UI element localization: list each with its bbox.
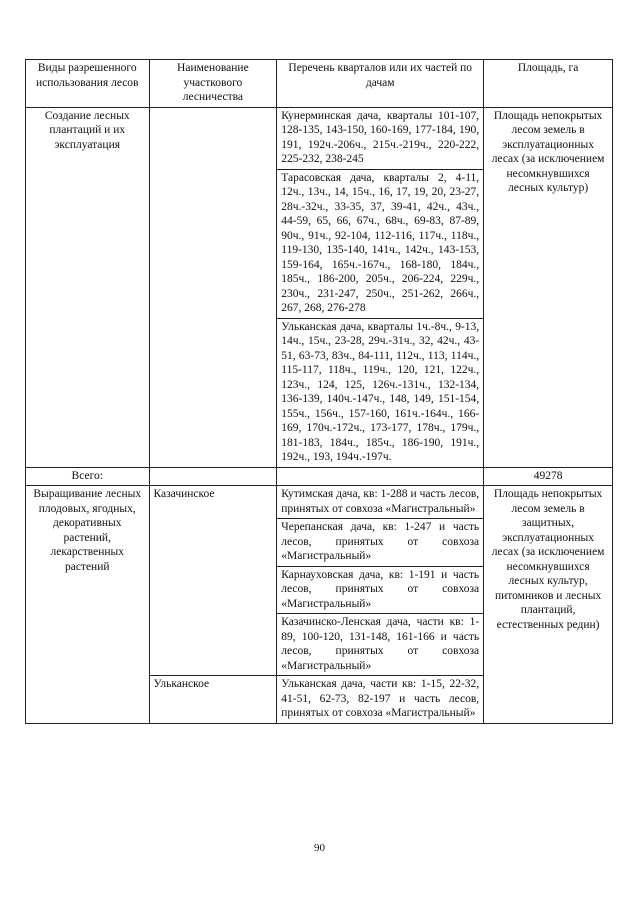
- header-forestry: Наименование участкового лесничества: [149, 60, 277, 108]
- total-empty-cell: [149, 467, 277, 486]
- forest-use-table: [25, 59, 613, 724]
- page-number: 90: [314, 842, 325, 854]
- quarters-cell: Казачинско-Ленская дача, части кв: 1-89, 100-120, 131-148, 161-166 и часть лесов, принятых от совхоза «Магистральный»: [277, 614, 484, 676]
- total-row: [26, 467, 613, 486]
- quarters-cell: Черепанская дача, кв: 1-247 и часть лесов, принятых от совхоза «Магистральный»: [277, 519, 484, 567]
- total-value: 49278: [484, 467, 613, 486]
- header-area: Площадь, га: [484, 60, 613, 108]
- header-quarters: Перечень кварталов или их частей по дачам: [277, 60, 484, 108]
- total-label: Всего:: [26, 467, 150, 486]
- quarters-cell: Кунерминская дача, кварталы 101-107, 128-135, 143-150, 160-169, 177-184, 190, 191, 192ч.-206ч., 215ч.-219ч., 220-222, 225-232, 238-245: [277, 107, 484, 169]
- use-type-growing: Выращивание лесных плодовых, ягодных, декоративных растений, лекарственных растений: [26, 486, 150, 724]
- table-row: [26, 107, 613, 169]
- table-row: [26, 486, 613, 519]
- quarters-cell: Карнауховская дача, кв: 1-191 и часть лесов, принятых от совхоза «Магистральный»: [277, 566, 484, 614]
- quarters-cell: Ульканская дача, кварталы 1ч.-8ч., 9-13, 14ч., 15ч., 23-28, 29ч.-31ч., 32, 42ч., 43-51, 63-73, 83ч., 84-111, 112ч., 113, 114ч., 115-117, 118ч., 119ч., 120, 121, 122ч., 123ч., 124, 125, 126ч.-131ч., 132-134, 136-139, 140ч.-147ч., 148, 149, 151-154, 155ч., 156ч., 157-160, 161ч.-164ч., 166-169, 170ч.-172ч., 173-177, 178ч., 179ч., 181-183, 184ч., 185ч., 186-190, 191ч., 192ч., 193, 194ч.-197ч.: [277, 318, 484, 467]
- header-row: [26, 60, 613, 108]
- total-empty-cell: [277, 467, 484, 486]
- quarters-cell: Ульканская дача, части кв: 1-15, 22-32, 41-51, 62-73, 82-197 и часть лесов, принятых от совхоза «Магистральный»: [277, 676, 484, 724]
- quarters-cell: Тарасовская дача, кварталы 2, 4-11, 12ч., 13ч., 14, 15ч., 16, 17, 19, 20, 23-27, 28ч.-32ч., 33-35, 37, 39-41, 42ч., 43ч., 44-59, 65, 66, 67ч., 68ч., 69-83, 87-89, 90ч., 91ч., 92-104, 112-116, 117ч., 118ч., 119-130, 135-140, 141ч., 142ч., 143-153, 159-164, 165ч.-167ч., 168-180, 184ч., 185ч., 186-200, 205ч., 206-224, 229ч., 230ч., 231-247, 250ч., 251-262, 266ч., 267, 268, 276-278: [277, 169, 484, 318]
- header-use-type: Виды разрешенного использования лесов: [26, 60, 150, 108]
- area-description: Площадь непокрытых лесом земель в защитных, эксплуатационных лесах (за исключением несомкнувшихся лесных культур, питомников и лесных плантаций, естественных редин): [484, 486, 613, 724]
- area-description: Площадь непокрытых лесом земель в эксплуатационных лесах (за исключением несомкнувшихся лесных культур): [484, 107, 613, 467]
- use-type-plantations: Создание лесных плантаций и их эксплуатация: [26, 107, 150, 467]
- quarters-cell: Кутимская дача, кв: 1-288 и часть лесов, принятых от совхоза «Магистральный»: [277, 486, 484, 519]
- forestry-cell-empty: [149, 107, 277, 467]
- forestry-name: Казачинское: [149, 486, 277, 676]
- forestry-name: Ульканское: [149, 676, 277, 724]
